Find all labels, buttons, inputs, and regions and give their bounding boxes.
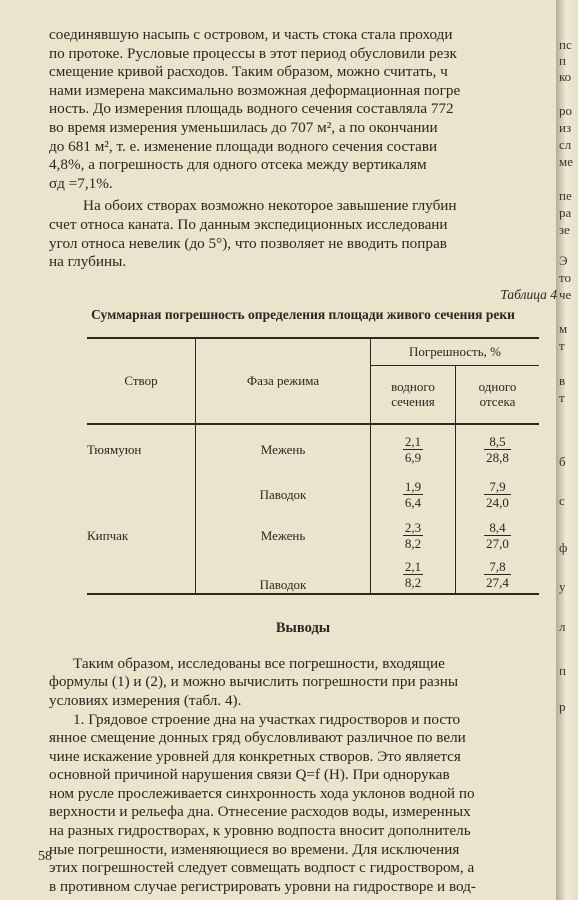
margin-fragment: т: [559, 390, 565, 405]
margin-fragment: сл: [559, 137, 572, 152]
margin-fragment: п: [559, 663, 566, 678]
text-line: σд =7,1%.: [49, 174, 113, 192]
col-header-one-section: [456, 365, 540, 424]
cell-phase: Паводок: [196, 557, 371, 594]
fraction-numerator: 2,1: [404, 558, 422, 574]
text-line: Таким образом, исследованы все погрешности, входящие: [73, 654, 445, 672]
cell-water-error: [371, 515, 456, 557]
fraction-numerator: 2,1: [404, 433, 422, 449]
cell-section-error: [456, 557, 540, 594]
fraction-denominator: 28,8: [486, 449, 509, 465]
text-line: верхности и рельефа дна. Отнесение расходов воды, измеренных: [49, 803, 471, 821]
cell-section-error: [456, 515, 540, 557]
text-line: нами измерена максимально возможная деформационная погре: [49, 81, 461, 99]
cell-phase: Межень: [196, 515, 371, 557]
cell-phase: Межень: [196, 424, 371, 475]
table-row: [87, 557, 539, 594]
cell-section-error: [456, 475, 540, 515]
margin-fragment: т: [559, 338, 565, 353]
text-line: основной причиной нарушения связи Q=f (H). При однорукав: [49, 766, 450, 784]
page-number: 58: [38, 849, 52, 864]
fraction-numerator: 7,9: [484, 479, 511, 495]
paragraph-intro: [49, 26, 557, 193]
cell-water-error: [371, 424, 456, 475]
text-line: 1. Грядовое строение дна на участках гидростворов и посто: [73, 710, 461, 728]
table-row: [87, 424, 539, 475]
text-line: ность. До измерения площадь водного сечения составляла 772: [49, 100, 454, 118]
col-header-section-line1: одного: [478, 379, 517, 395]
table-title: Суммарная погрешность определения площади живого сечения реки: [91, 306, 515, 322]
fraction-denominator: 27,4: [486, 574, 509, 590]
col-header-error: Погрешность, %: [371, 338, 540, 366]
text-line: на разных гидростворах, к уровню водпоста вносит дополнитель: [49, 822, 471, 840]
fraction-denominator: 6,9: [404, 449, 422, 465]
col-header-stvor: Створ: [87, 338, 196, 424]
margin-fragment: п: [559, 53, 566, 68]
cell-water-error: [371, 557, 456, 594]
text-line: формулы (1) и (2), и можно вычислить погрешности при разны: [49, 673, 459, 691]
paragraph-depths: [49, 197, 557, 271]
col-header-section-line2: отсека: [479, 394, 516, 410]
margin-fragment: из: [559, 120, 572, 135]
margin-fragment: пе: [559, 188, 572, 203]
table-header-row: [87, 338, 539, 366]
margin-fragment: л: [559, 619, 566, 634]
text-line: ные погрешности, изменяющиеся во времени. Для исключения: [49, 840, 460, 858]
table-label: Таблица 4: [500, 286, 557, 302]
fraction-numerator: 8,5: [484, 434, 511, 450]
margin-fragment: зе: [559, 222, 570, 237]
text-line: чине искажение уровней для конкретных створов. Это является: [49, 747, 461, 765]
text-line: условиях измерения (табл. 4).: [49, 691, 242, 709]
margin-fragment: в: [559, 373, 566, 388]
page-body: [49, 26, 557, 896]
margin-fragment: ко: [559, 69, 572, 84]
col-header-water-line1: водного: [391, 379, 435, 395]
margin-fragment: б: [559, 454, 566, 469]
cell-stvor: Тюямуюн: [87, 424, 196, 475]
text-line: янное смещение донных гряд обусловливают различное по вели: [49, 729, 466, 747]
cell-stvor: Кипчак: [87, 515, 196, 557]
margin-fragment: Э: [559, 253, 568, 268]
cell-stvor: [87, 475, 196, 515]
text-line: на глубины.: [49, 253, 127, 271]
margin-fragment: ф: [559, 540, 568, 555]
text-line: смещение кривой расходов. Таким образом, можно считать, ч: [49, 63, 448, 81]
fraction-numerator: 1,9: [404, 478, 422, 494]
col-header-phase: Фаза режима: [196, 338, 371, 424]
col-header-water-section: [371, 365, 456, 424]
text-line: до 681 м², т. е. изменение площади водного сечения состави: [49, 137, 438, 155]
margin-fragment: ро: [559, 103, 572, 118]
text-line: во время измерения уменьшилась до 707 м², а по окончании: [49, 118, 438, 136]
table-row: [87, 475, 539, 515]
paragraph-conclusion-1: [49, 711, 557, 897]
next-page-edge: [556, 0, 578, 900]
section-heading: Выводы: [275, 619, 331, 636]
text-line: ном русле прослеживается синхронность хода уклонов водной по: [49, 784, 475, 802]
error-table: [87, 337, 539, 595]
text-line: по протоке. Русловые процессы в этот период обусловили резк: [49, 44, 457, 62]
margin-fragment: ра: [559, 205, 572, 220]
fraction-denominator: 6,4: [404, 494, 422, 510]
text-line: На обоих створах возможно некоторое завышение глубин: [83, 197, 457, 215]
cell-phase: Паводок: [196, 475, 371, 515]
cell-water-error: [371, 475, 456, 515]
table-row: [87, 515, 539, 557]
text-line: соединявшую насыпь с островом, и часть стока стала проходи: [49, 26, 453, 43]
fraction-numerator: 7,8: [484, 559, 511, 575]
margin-fragment: че: [559, 287, 572, 302]
fraction-denominator: 8,2: [404, 574, 422, 590]
margin-fragment: у: [559, 579, 566, 594]
fraction-numerator: 2,3: [404, 519, 422, 535]
fraction-denominator: 27,0: [486, 535, 509, 551]
fraction-denominator: 24,0: [486, 494, 509, 510]
text-line: этих погрешностей следует совмещать водпост с гидроствором, а: [49, 859, 475, 877]
margin-fragment: м: [559, 321, 568, 336]
text-line: угол относа невелик (до 5°), что позволяет не вводить поправ: [49, 234, 447, 252]
margin-fragment: пс: [559, 37, 572, 52]
col-header-water-line2: сечения: [391, 394, 435, 410]
cell-section-error: [456, 424, 540, 475]
margin-fragment: с: [559, 493, 565, 508]
cell-stvor: [87, 557, 196, 594]
margin-fragment: р: [559, 699, 566, 714]
fraction-denominator: 8,2: [404, 535, 422, 551]
margin-fragment: ме: [559, 154, 573, 169]
fraction-numerator: 8,4: [484, 520, 511, 536]
text-line: счет относа каната. По данным экспедиционных исследовани: [49, 215, 448, 233]
text-line: в противном случае регистрировать уровни на гидростворе и вод-: [49, 877, 476, 895]
text-line: 4,8%, а погрешность для одного отсека между вертикалям: [49, 156, 427, 174]
margin-fragment: то: [559, 270, 572, 285]
paragraph-summary: [49, 655, 557, 711]
